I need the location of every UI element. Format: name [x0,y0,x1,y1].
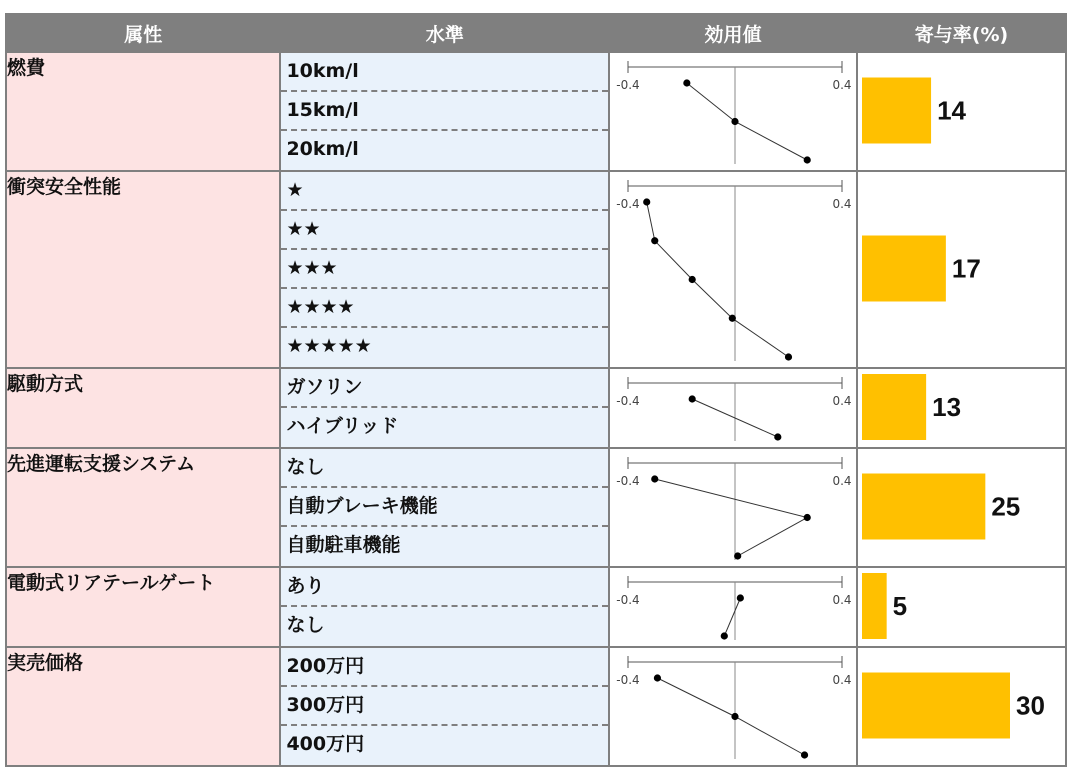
header-contribution: 寄与率(%) [857,14,1066,52]
utility-axis-max-label: 0.4 [832,474,852,488]
level-label: なし [281,449,608,488]
contribution-value: 5 [892,591,908,621]
attribute-row [6,171,1066,368]
utility-cell [609,448,857,567]
levels-cell [280,448,609,567]
contribution-cell [857,52,1066,171]
level-label: 300万円 [281,687,608,726]
utility-axis-max-label: 0.4 [832,593,852,607]
contribution-cell [857,368,1066,448]
utility-plot [610,369,856,445]
utility-point [804,514,811,521]
utility-cell [609,171,857,368]
utility-axis-min-label: -0.4 [616,593,640,607]
utility-axis-min-label: -0.4 [616,78,640,92]
level-label: ハイブリッド [286,415,399,437]
header-attribute: 属性 [6,14,280,52]
utility-line [724,598,740,636]
utility-line [647,202,789,357]
contribution-plot [858,449,1065,564]
contribution-bar [862,78,931,144]
utility-axis-min-label: -0.4 [616,394,640,408]
utility-point [804,156,811,163]
attribute-rows [6,52,1066,766]
attribute-name: 燃費 [6,52,280,171]
utility-point [801,751,808,758]
contribution-plot [858,53,1065,168]
utility-axis-max-label: 0.4 [832,197,852,211]
utility-cell [609,368,857,448]
utility-plot [610,53,856,168]
contribution-cell [857,647,1066,766]
utility-axis-max-label: 0.4 [832,78,852,92]
contribution-cell [857,448,1066,567]
conjoint-table [5,13,1067,767]
utility-point [734,552,741,559]
level-label: 自動駐車機能 [286,534,401,556]
contribution-plot [858,568,1065,644]
level-label: ガソリン [281,369,608,408]
header-utility: 効用値 [609,14,857,52]
level-label: なし [286,614,325,636]
utility-line [687,83,807,160]
level-label: ★★★★★ [286,335,372,357]
utility-axis-max-label: 0.4 [832,673,852,687]
level-label: ★★★★ [281,289,608,328]
level-label: ★★★ [281,250,608,289]
attribute-row [6,567,1066,647]
utility-point [785,353,792,360]
level-label: 400万円 [286,733,365,755]
attribute-row [6,448,1066,567]
contribution-value: 13 [932,392,962,422]
contribution-plot [858,369,1065,445]
utility-axis-max-label: 0.4 [832,394,852,408]
utility-point [651,237,658,244]
utility-point [737,594,744,601]
header-level: 水準 [280,14,609,52]
level-label: 15km/l [281,92,608,131]
utility-cell [609,647,857,766]
contribution-bar [862,236,946,302]
utility-point [774,433,781,440]
header-row [6,14,1066,52]
attribute-row [6,647,1066,766]
utility-plot [610,449,856,564]
contribution-plot [858,648,1065,763]
utility-line [657,678,804,755]
level-label: あり [281,568,608,607]
utility-cell [609,567,857,647]
utility-point [731,118,738,125]
levels-cell [280,171,609,368]
levels-cell [280,567,609,647]
utility-axis-min-label: -0.4 [616,673,640,687]
utility-plot [610,568,856,644]
utility-cell [609,52,857,171]
level-label: 200万円 [281,648,608,687]
utility-point [731,713,738,720]
contribution-plot [858,172,1065,365]
utility-point [643,198,650,205]
contribution-value: 17 [951,253,981,284]
level-label: 自動ブレーキ機能 [281,488,608,527]
utility-axis-min-label: -0.4 [616,197,640,211]
contribution-bar [862,474,985,540]
utility-plot [610,648,856,763]
level-label: ★★ [281,211,608,250]
contribution-bar [862,673,1010,739]
attribute-name: 先進運転支援システム [6,448,280,567]
utility-point [721,632,728,639]
level-label: 20km/l [286,138,359,160]
utility-point [651,475,658,482]
utility-line [655,479,807,556]
levels-cell [280,52,609,171]
attribute-name: 駆動方式 [6,368,280,448]
levels-cell [280,647,609,766]
attribute-row [6,52,1066,171]
contribution-value: 14 [937,95,966,126]
contribution-bar [862,573,887,639]
level-label: ★ [281,172,608,211]
levels-cell [280,368,609,448]
contribution-bar [862,374,926,440]
utility-plot [610,172,856,365]
attribute-name: 衝突安全性能 [6,171,280,368]
contribution-cell [857,567,1066,647]
contribution-cell [857,171,1066,368]
contribution-value: 30 [1015,690,1045,721]
utility-point [689,395,696,402]
attribute-row [6,368,1066,448]
utility-point [654,674,661,681]
attribute-name: 実売価格 [6,647,280,766]
utility-point [689,276,696,283]
utility-point [683,79,690,86]
level-label: 10km/l [281,53,608,92]
utility-point [729,315,736,322]
attribute-name: 電動式リアテールゲート [6,567,280,647]
utility-axis-min-label: -0.4 [616,474,640,488]
contribution-value: 25 [991,491,1021,522]
